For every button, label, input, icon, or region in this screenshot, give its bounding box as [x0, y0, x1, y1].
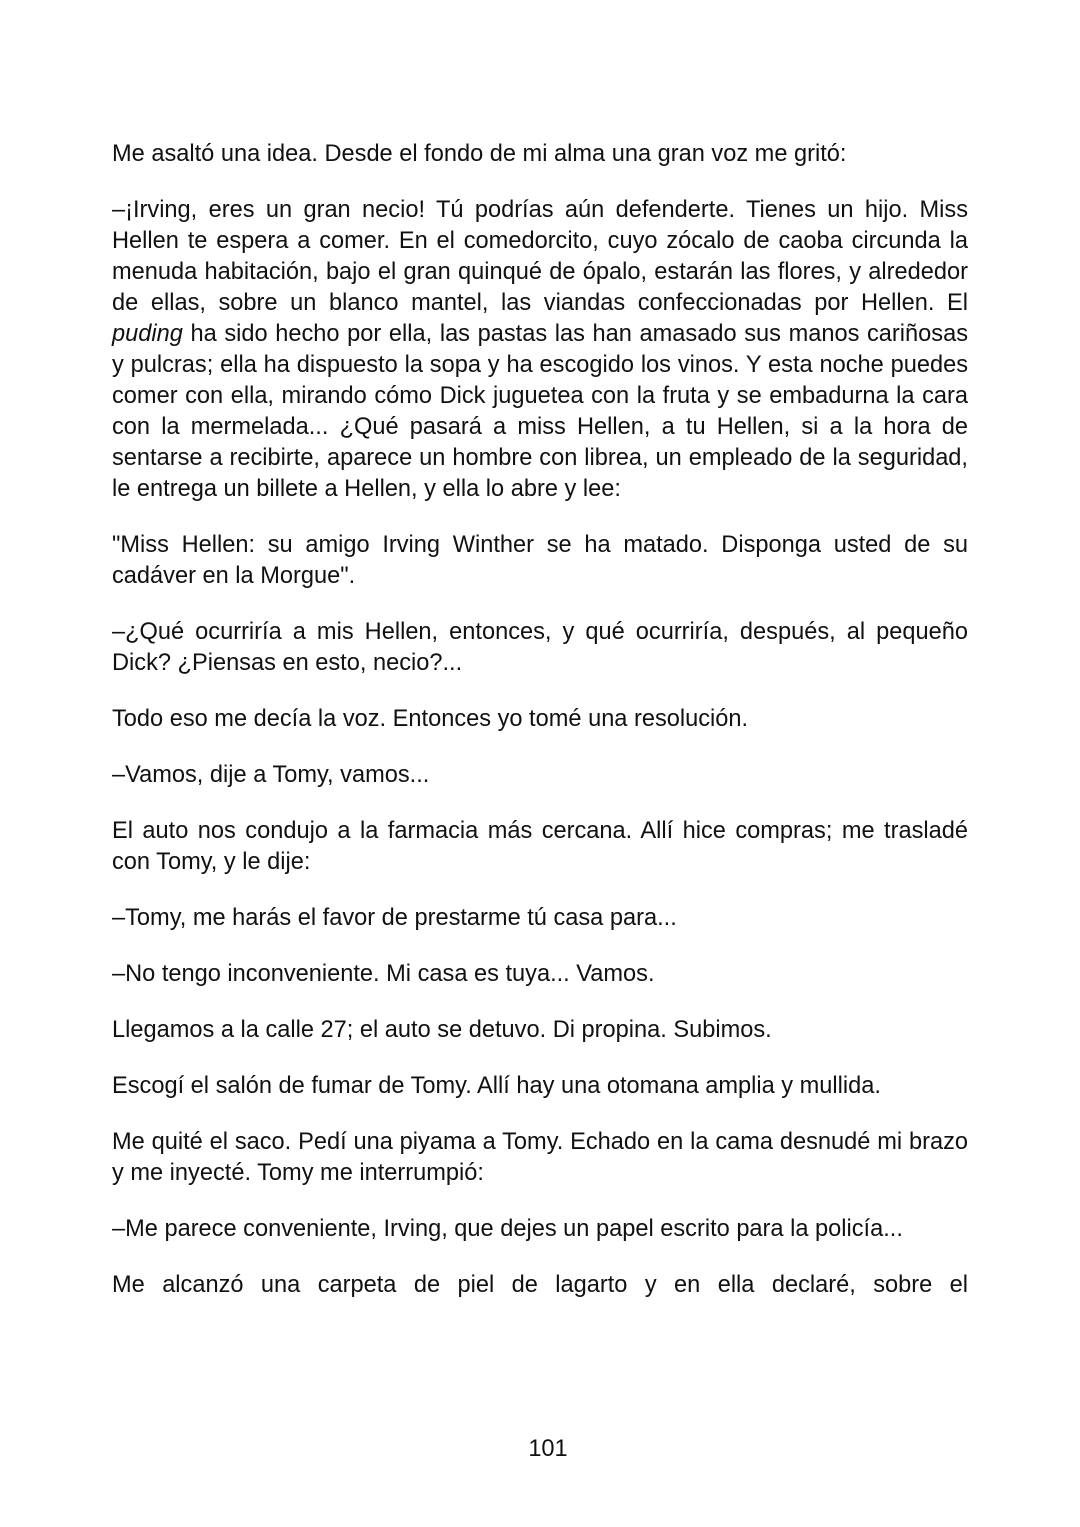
paragraph-text: –¡Irving, eres un gran necio! Tú podrías aún defenderte. Tienes un hijo. Miss Hellen te espera a comer. En el comedorcito, cuyo zócalo de caoba circunda la menuda habitación, bajo el gran quinqué de ópalo, estarán las flores, y alrededor de ellas, sobre un blanco mantel, las viandas confeccionadas por Hellen. El	[112, 197, 968, 316]
paragraph: –Tomy, me harás el favor de prestarme tú casa para...	[112, 905, 677, 931]
paragraph: Llegamos a la calle 27; el auto se detuvo. Di propina. Subimos.	[112, 1017, 772, 1043]
paragraph-text: ha sido hecho por ella, las pastas las han amasado sus manos cariñosas y pulcras; ella ha dispuesto la sopa y ha escogido los vinos. Y esta noche puedes comer con ella, mirando cómo Dick juguetea con la fruta y se embadurna la cara con la mermelada... ¿Qué pasará a miss Hellen, a tu Hellen, si a la hora de sentarse a recibirte, aparece un hombre con librea, un empleado de la seguridad, le entrega un billete a Hellen, y ella lo abre y lee:	[112, 321, 968, 502]
paragraph	[112, 195, 968, 505]
paragraph: Me asaltó una idea. Desde el fondo de mi alma una gran voz me gritó:	[112, 141, 847, 167]
paragraph: El auto nos condujo a la farmacia más cercana. Allí hice compras; me trasladé con Tomy, y le dije:	[112, 818, 968, 875]
paragraph: Me alcanzó una carpeta de piel de lagarto y en ella declaré, sobre el	[112, 1272, 968, 1298]
paragraph: –Vamos, dije a Tomy, vamos...	[112, 762, 430, 788]
paragraph: –Me parece conveniente, Irving, que dejes un papel escrito para la policía...	[112, 1216, 903, 1242]
paragraph: –¿Qué ocurriría a mis Hellen, entonces, y qué ocurriría, después, al pequeño Dick? ¿Piensas en esto, necio?...	[112, 619, 968, 676]
paragraph: Todo eso me decía la voz. Entonces yo tomé una resolución.	[112, 706, 749, 732]
document-body	[112, 139, 968, 1326]
paragraph: Escogí el salón de fumar de Tomy. Allí hay una otomana amplia y mullida.	[112, 1073, 881, 1099]
paragraph: –No tengo inconveniente. Mi casa es tuya... Vamos.	[112, 961, 655, 987]
page-number: 101	[528, 1436, 568, 1462]
italic-word: puding	[112, 321, 183, 347]
paragraph: Me quité el saco. Pedí una piyama a Tomy. Echado en la cama desnudé mi brazo y me inyecté. Tomy me interrumpió:	[112, 1129, 968, 1186]
paragraph: "Miss Hellen: su amigo Irving Winther se ha matado. Disponga usted de su cadáver en la Morgue".	[112, 532, 968, 589]
